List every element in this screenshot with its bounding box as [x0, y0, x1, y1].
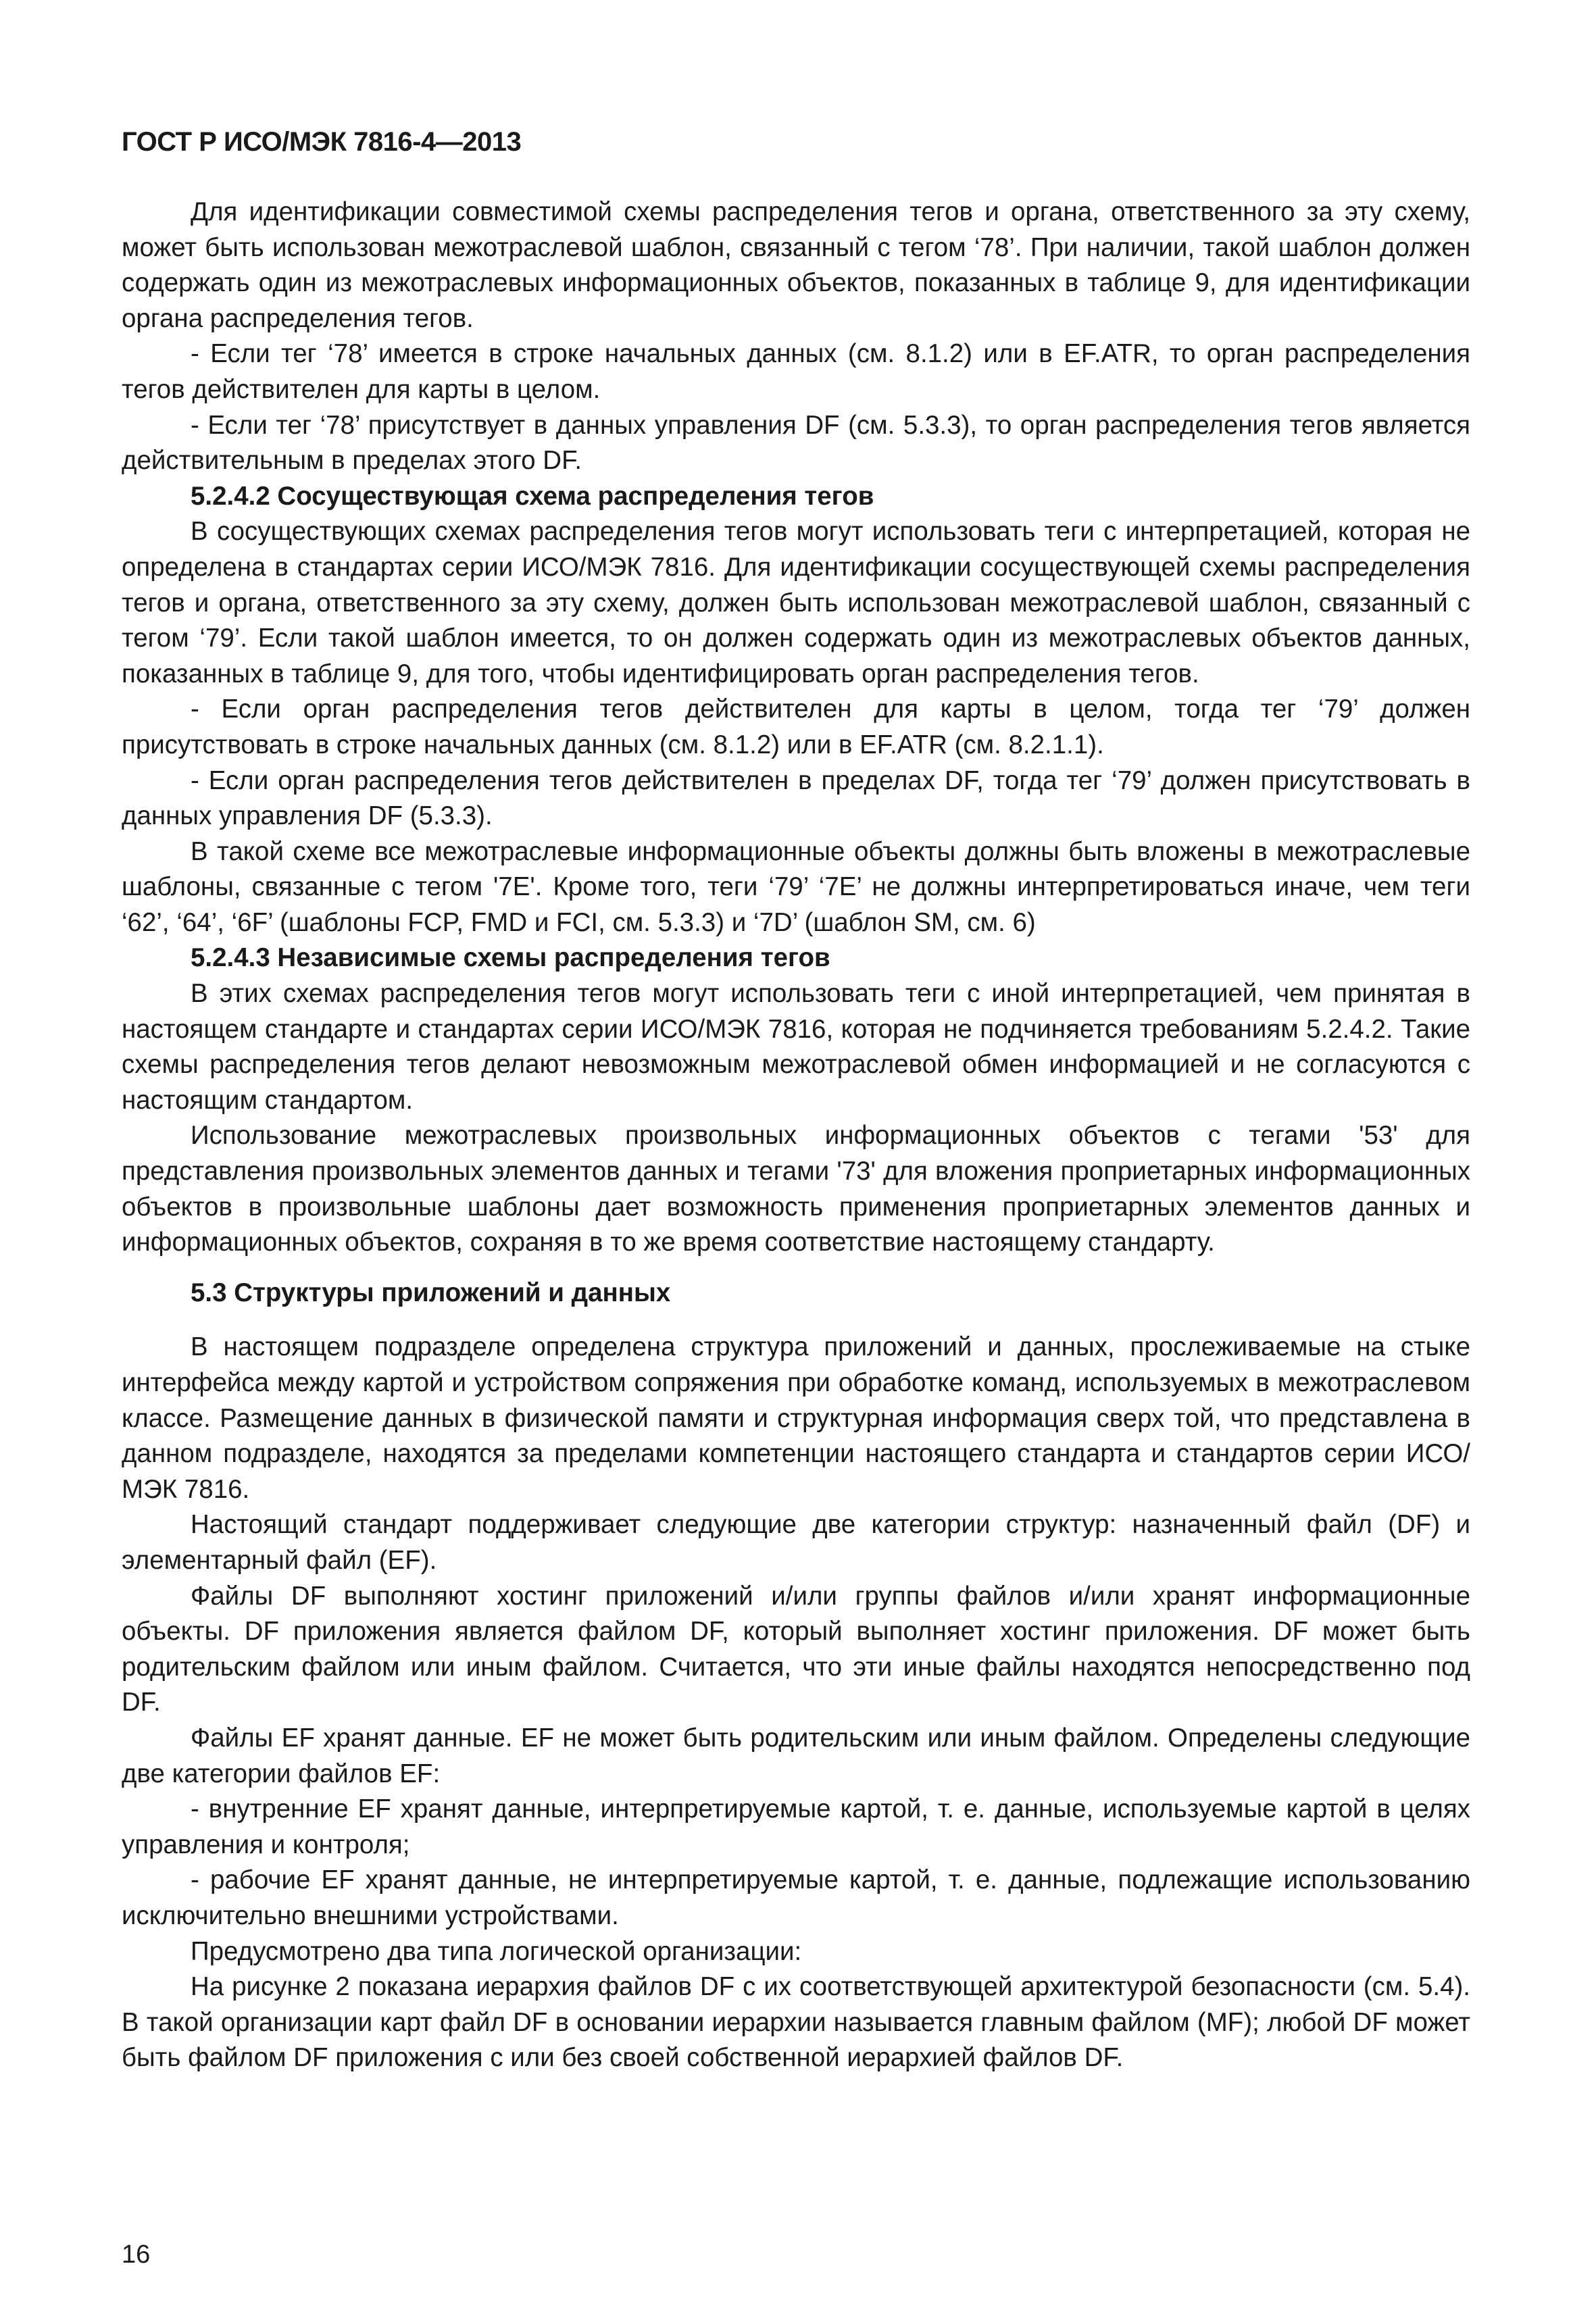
paragraph: - Если орган распределения тегов действителен в пределах DF, тогда тег ‘79’ должен присутствовать в данных управления DF (5.3.3). — [122, 765, 1470, 831]
paragraph: В этих схемах распределения тегов могут использовать теги с иной интерпретацией, чем принятая в настоящем стандарте и стандартах серии ИСО/МЭК 7816, которая не подчиняется требованиям 5.2.4.2. Такие схемы распределения тегов делают невозможным межотраслевой обмен информацией и не согласуются с настоящим стандартом. — [122, 979, 1470, 1115]
section-heading-5242: 5.2.4.2 Сосуществующая схема распределения тегов — [191, 481, 874, 511]
document-page — [122, 126, 1470, 2076]
paragraph: Предусмотрено два типа логической организации: — [191, 1936, 802, 1966]
paragraph: Использование межотраслевых произвольных информационных объектов с тегами '53' для представления произвольных элементов данных и тегами '73' для вложения проприетарных информационных объектов в произвольные шаблоны дает возможность применения проприетарных элементов данных и информационных объектов, сохраняя в то же время соответствие настоящему стандарту. — [122, 1121, 1470, 1257]
paragraph: В настоящем подразделе определена структура приложений и данных, прослеживаемые на стыке интерфейса между картой и устройством сопряжения при обработке команд, используемых в межотраслевом классе. Размещение данных в физической памяти и структурная информация сверх той, что представлена в данном подразделе, находятся за пределами компетенции настоящего стандарта и стандартов серии ИСО/МЭК 7816. — [122, 1332, 1470, 1504]
paragraph: Для идентификации совместимой схемы распределения тегов и органа, ответственного за эту схему, может быть использован межотраслевой шаблон, связанный с тегом ‘78’. При наличии, такой шаблон должен содержать один из межотраслевых информационных объектов, показанных в таблице 9, для идентификации органа распределения тегов. — [122, 197, 1470, 333]
paragraph: Настоящий стандарт поддерживает следующие две категории структур: назначенный файл (DF) и элементарный файл (EF). — [122, 1510, 1470, 1575]
paragraph: - Если орган распределения тегов действителен для карты в целом, тогда тег ‘79’ должен присутствовать в строке начальных данных (см. 8.1.2) или в EF.ATR (см. 8.2.1.1). — [122, 695, 1470, 759]
paragraph: - внутренние EF хранят данные, интерпретируемые картой, т. е. данные, используемые картой в целях управления и контроля; — [122, 1794, 1470, 1859]
standard-header: ГОСТ Р ИСО/МЭК 7816-4—2013 — [122, 127, 522, 157]
paragraph: В такой схеме все межотраслевые информационные объекты должны быть вложены в межотраслевые шаблоны, связанные с тегом '7E'. Кроме того, теги ‘79’ ‘7E’ не должны интерпретироваться иначе, чем теги ‘62’, ‘64’, ‘6F’ (шаблоны FCP, FMD и FCI, см. 5.3.3) и ‘7D’ (шаблон SM, см. 6) — [122, 836, 1470, 937]
paragraph: На рисунке 2 показана иерархия файлов DF с их соответствующей архитектурой безопасности (см. 5.4). В такой организации карт файл DF в основании иерархии называется главным файлом (MF); любой DF может быть файлом DF приложения с или без своей собственной иерархией файлов DF. — [122, 1972, 1470, 2073]
paragraph: - рабочие EF хранят данные, не интерпретируемые картой, т. е. данные, подлежащие использованию исключительно внешними устройствами. — [122, 1865, 1470, 1930]
section-heading-53: 5.3 Структуры приложений и данных — [191, 1278, 671, 1307]
paragraph: Файлы DF выполняют хостинг приложений и/или группы файлов и/или хранят информационные объекты. DF приложения является файлом DF, который выполняет хостинг приложения. DF может быть родительским файлом или иным файлом. Считается, что эти иные файлы находятся непосредственно под DF. — [122, 1581, 1470, 1717]
section-heading-5243: 5.2.4.3 Независимые схемы распределения тегов — [191, 943, 830, 973]
page-number: 16 — [122, 2240, 151, 2269]
paragraph: В сосуществующих схемах распределения тегов могут использовать теги с интерпретацией, которая не определена в стандартах серии ИСО/МЭК 7816. Для идентификации сосуществующей схемы распределения тегов и органа, ответственного за эту схему, должен быть использован межотраслевой шаблон, связанный с тегом ‘79’. Если такой шаблон имеется, то он должен содержать один из межотраслевых объектов данных, показанных в таблице 9, для того, чтобы идентифицировать орган распределения тегов. — [122, 517, 1470, 688]
document-body — [122, 195, 1470, 2076]
paragraph: - Если тег ‘78’ имеется в строке начальных данных (см. 8.1.2) или в EF.ATR, то орган распределения тегов действителен для карты в целом. — [122, 339, 1470, 404]
paragraph: Файлы EF хранят данные. EF не может быть родительским или иным файлом. Определены следующие две категории файлов EF: — [122, 1723, 1470, 1788]
paragraph: - Если тег ‘78’ присутствует в данных управления DF (см. 5.3.3), то орган распределения тегов является действительным в пределах этого DF. — [122, 410, 1470, 476]
